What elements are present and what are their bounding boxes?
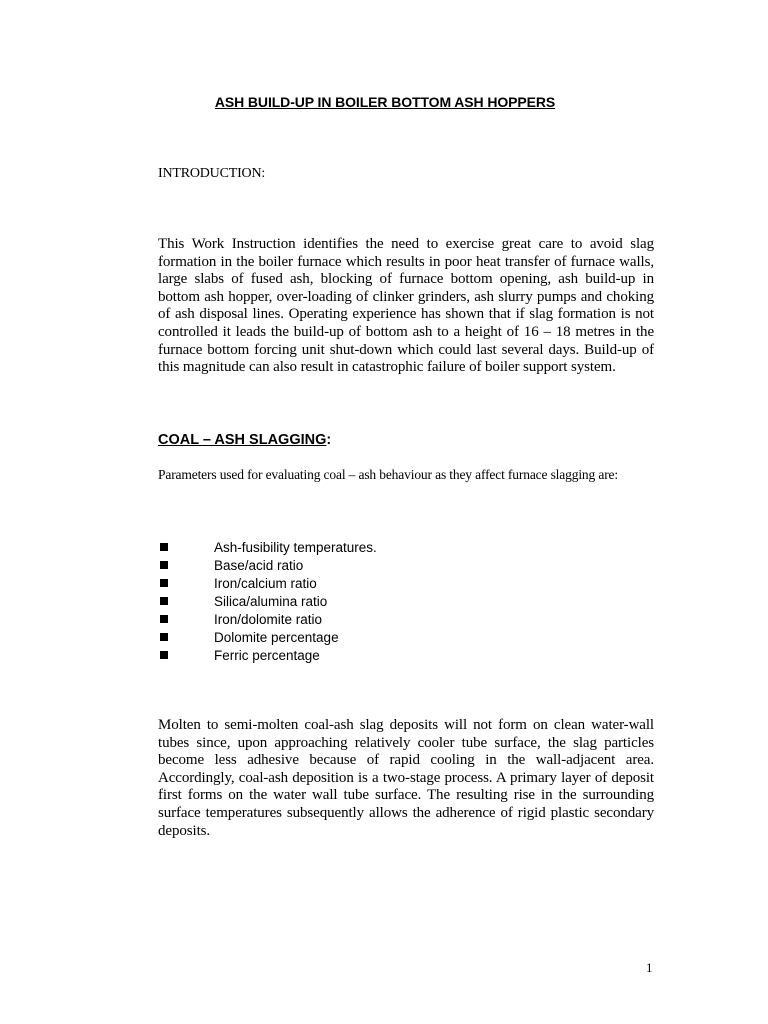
list-item-text: Ferric percentage [214, 648, 320, 663]
square-bullet-icon [160, 597, 168, 605]
page-number: 1 [646, 960, 653, 975]
square-bullet-icon [160, 651, 168, 659]
square-bullet-icon [160, 579, 168, 587]
list-item-text: Iron/calcium ratio [214, 576, 317, 591]
introduction-paragraph: This Work Instruction identifies the need to exercise great care to avoid slag formation in the boiler furnace which results in poor heat transfer of furnace walls, large slabs of fused ash, blocking of furnace bottom opening, ash build-up in bottom ash hopper, over-loading of clinker grinders, ash slurry pumps and choking of ash disposal lines. Operating experience has shown that if slag formation is not controlled it leads the build-up of bottom ash to a height of 16 – 18 metres in the furnace bottom forcing unit shut-down which could last several days. Build-up of this magnitude can also result in catastrophic failure of boiler support system. [158, 236, 654, 376]
square-bullet-icon [160, 561, 168, 569]
section-heading-text: COAL – ASH SLAGGING [158, 432, 327, 448]
square-bullet-icon [160, 615, 168, 623]
parameters-intro: Parameters used for evaluating coal – ash behaviour as they affect furnace slagging are: [158, 467, 618, 482]
coal-ash-slagging-heading [158, 432, 331, 448]
list-item-text: Iron/dolomite ratio [214, 612, 323, 627]
list-item-text: Silica/alumina ratio [214, 594, 328, 609]
section-heading-colon: : [326, 432, 332, 448]
list-item-text: Base/acid ratio [214, 558, 304, 573]
introduction-heading: INTRODUCTION: [158, 166, 266, 181]
slag-deposition-paragraph: Molten to semi-molten coal-ash slag deposits will not form on clean water-wall tubes since, upon approaching relatively cooler tube surface, the slag particles become less adhesive because of rapid cooling in the wall-adjacent area. Accordingly, coal-ash deposition is a two-stage process. A primary layer of deposit first forms on the water wall tube surface. The resulting rise in the surrounding surface temperatures subsequently allows the adherence of rigid plastic secondary deposits. [158, 717, 654, 839]
document-title: ASH BUILD-UP IN BOILER BOTTOM ASH HOPPERS [214, 94, 556, 110]
square-bullet-icon [160, 543, 168, 551]
list-item-text: Ash-fusibility temperatures. [214, 540, 377, 555]
list-item-text: Dolomite percentage [214, 630, 339, 645]
square-bullet-icon [160, 633, 168, 641]
